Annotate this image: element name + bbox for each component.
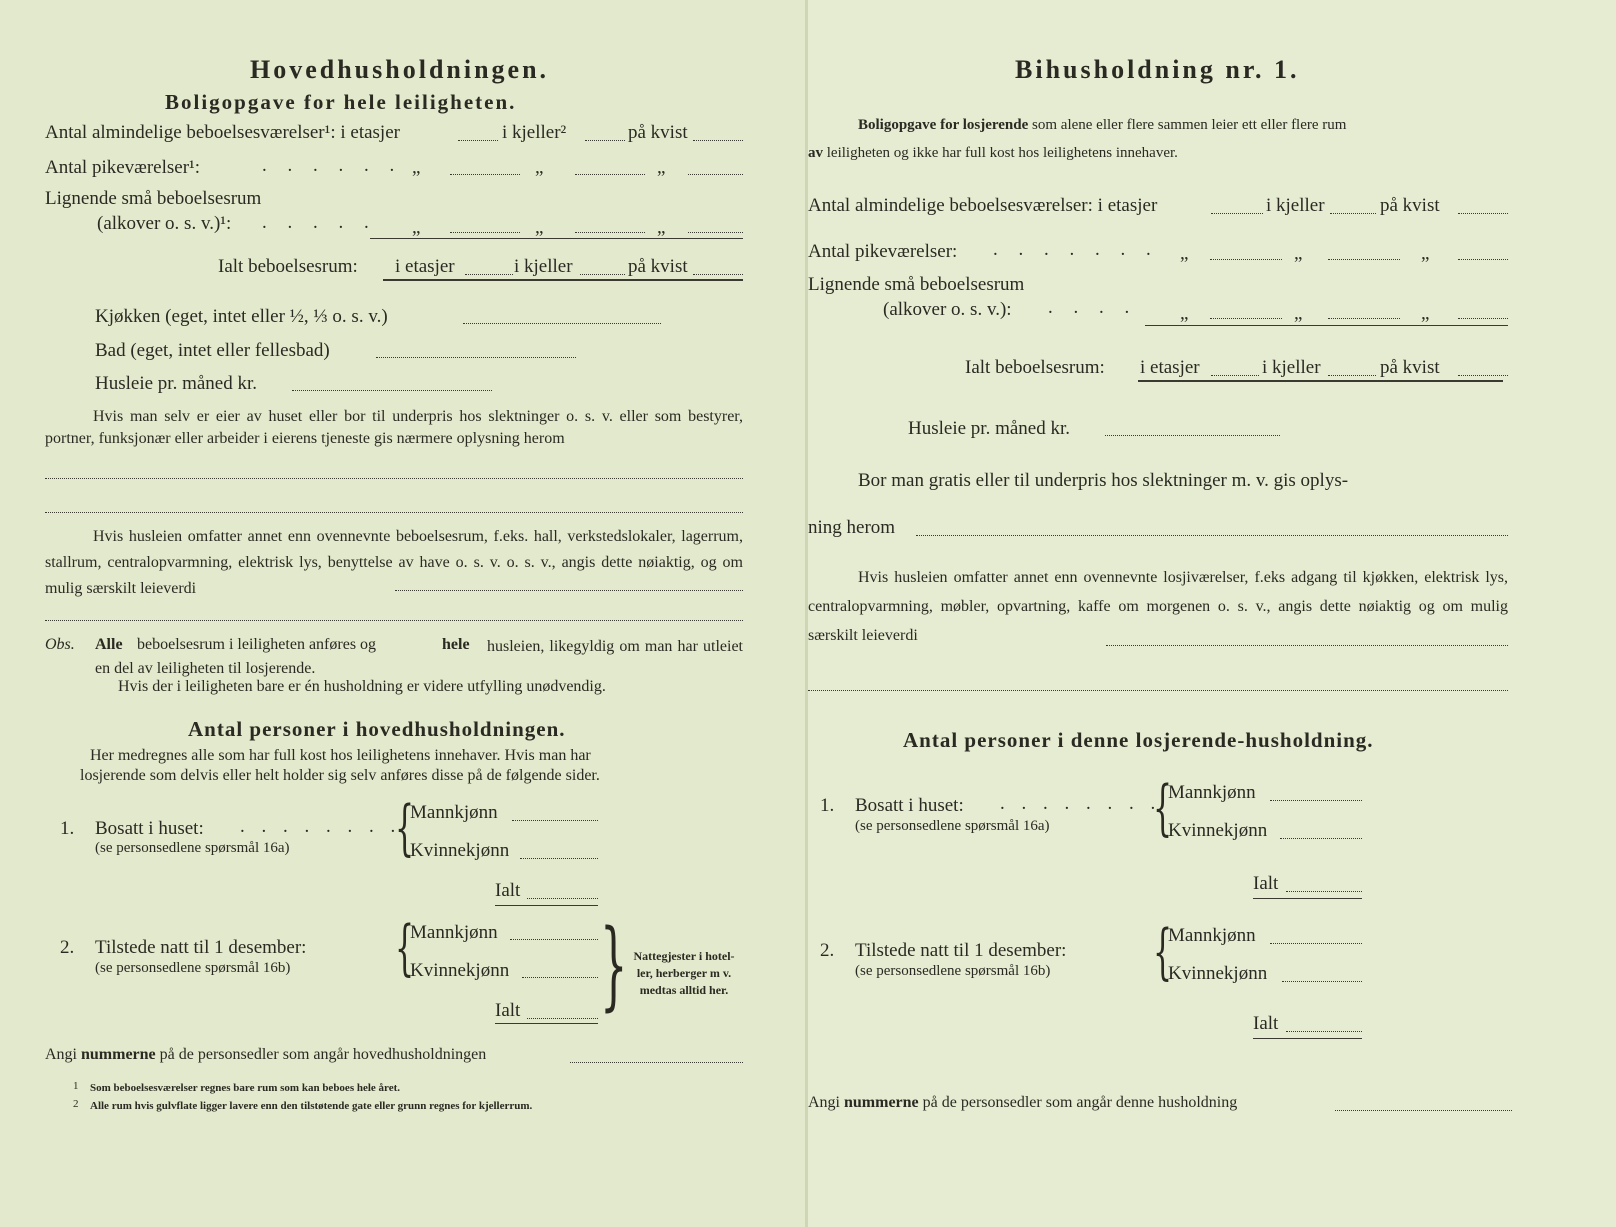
left-q1-m-field[interactable] [512, 820, 598, 821]
left-q1-ialt: Ialt [495, 880, 521, 901]
right-q2-ialt: Ialt [1253, 1013, 1279, 1034]
right-q1-ialt: Ialt [1253, 873, 1279, 894]
left-q1-k-field[interactable] [520, 858, 598, 859]
right-q2-ialt-field[interactable] [1286, 1031, 1362, 1032]
right-row4-etasjer: i etasjer [1140, 357, 1200, 378]
left-title: Hovedhusholdningen. [250, 55, 550, 84]
right-row4-kjeller-field[interactable] [1328, 375, 1376, 376]
left-kjokken-label: Kjøkken (eget, intet eller ½, ⅓ o. s. v.) [95, 306, 388, 327]
left-husleie-field[interactable] [292, 390, 492, 391]
right-row4-label: Ialt beboelsesrum: [965, 357, 1105, 378]
right-q1-k: Kvinnekjønn [1168, 820, 1268, 841]
left-angi-field[interactable] [570, 1062, 743, 1063]
right-q1-ialt-underline [1253, 898, 1362, 899]
left-row4-etasjer-field[interactable] [465, 274, 513, 275]
right-angi-bold: nummerne [844, 1094, 919, 1111]
right-intro-rest1: som alene eller flere sammen leier ett eller flere rum [1032, 117, 1347, 133]
left-q2-m-field[interactable] [510, 939, 598, 940]
right-q1-brace: { [1153, 773, 1173, 843]
left-obs-label: Obs. [45, 636, 75, 653]
right-intro-line2 [808, 145, 1178, 162]
right-q2-k: Kvinnekjønn [1168, 963, 1268, 984]
left-q2-m: Mannkjønn [410, 922, 498, 943]
left-natt-note [620, 948, 748, 999]
left-angi-pre: Angi [45, 1046, 77, 1063]
left-row2-field2[interactable] [575, 174, 645, 175]
left-row1-kvist: på kvist [628, 122, 688, 143]
right-row4-kvist: på kvist [1380, 357, 1440, 378]
left-row2-field1[interactable] [450, 174, 520, 175]
left-q1-ialt-underline [495, 905, 598, 906]
left-row1-kvist-field[interactable] [693, 140, 743, 141]
right-row1-kjeller-field[interactable] [1330, 213, 1376, 214]
left-q1-ialt-field[interactable] [527, 898, 598, 899]
right-row2-field3[interactable] [1458, 259, 1508, 260]
right-q2-num: 2. [820, 940, 835, 961]
left-q1-brace: { [395, 793, 415, 863]
right-row1-label: Antal almindelige beboelsesværelser: i etasjer [808, 195, 1158, 216]
left-row3-underline [370, 238, 743, 239]
right-row2-field2[interactable] [1328, 259, 1400, 260]
left-row1-kjeller-field[interactable] [585, 140, 625, 141]
right-gratis-line2: ning herom [808, 517, 896, 538]
left-omfatter-text: Hvis husleien omfatter annet enn ovennevnte beboelsesrum, f.eks. hall, verkstedslokaler, lagerrum, stallrum, centralopvarmning, elektrisk lys, benyttelse av have o. s. v. o. s. v., angis dette nøiaktig, og om mulig særskilt leieverdi [45, 528, 743, 597]
right-angi-post: på de personsedler som angår denne husholdning [922, 1094, 1238, 1111]
right-husleie-label: Husleie pr. måned kr. [908, 418, 1070, 439]
left-row2-q1: „ [412, 157, 421, 178]
left-row1-label: Antal almindelige beboelsesværelser¹: i etasjer [45, 122, 400, 143]
left-q1-dots: . . . . . . . . [240, 816, 402, 837]
right-row3-dots: . . . . [1048, 297, 1138, 318]
left-row2-q3: „ [657, 157, 666, 178]
left-row3-q1: „ [412, 217, 421, 238]
right-row3-q3: „ [1421, 303, 1430, 324]
left-row2-dots: . . . . . . [262, 155, 403, 176]
right-row3-underline [1145, 325, 1508, 326]
left-antal-line1: Her medregnes alle som har full kost hos leilighetens innehaver. Hvis man har [90, 747, 591, 764]
left-row2-label: Antal pikeværelser¹: [45, 157, 201, 178]
left-obs-line2: Hvis der i leiligheten bare er én husholdning er videre utfylling unødvendig. [118, 678, 606, 695]
right-q2-m: Mannkjønn [1168, 925, 1256, 946]
left-row3-label2: (alkover o. s. v.)¹: [97, 213, 232, 234]
left-q2-ialt: Ialt [495, 1000, 521, 1021]
right-q1-ialt-field[interactable] [1286, 891, 1362, 892]
left-eier-field2[interactable] [45, 512, 743, 513]
right-row2-q1: „ [1180, 243, 1189, 264]
right-q1-label: Bosatt i huset: [855, 795, 964, 816]
left-row3-label1: Lignende små beboelsesrum [45, 188, 262, 209]
right-husleie-field[interactable] [1105, 435, 1280, 436]
left-husleie-label: Husleie pr. måned kr. [95, 373, 257, 394]
right-q2-m-field[interactable] [1270, 943, 1362, 944]
right-row4-underline [1138, 380, 1503, 382]
right-row1-kvist: på kvist [1380, 195, 1440, 216]
right-row3-field2[interactable] [1328, 318, 1400, 319]
right-row2-field1[interactable] [1210, 259, 1282, 260]
right-q1-sub: (se personsedlene spørsmål 16a) [855, 818, 1050, 834]
right-angi-pre: Angi [808, 1094, 840, 1111]
right-q2-sub: (se personsedlene spørsmål 16b) [855, 963, 1051, 979]
right-gratis-line1: Bor man gratis eller til underpris hos slektninger m. v. gis oplys- [858, 470, 1349, 491]
left-q1-sub: (se personsedlene spørsmål 16a) [95, 840, 290, 856]
right-gratis-field[interactable] [916, 535, 1508, 536]
right-q1-m: Mannkjønn [1168, 782, 1256, 803]
left-row1-kjeller: i kjeller² [502, 122, 567, 143]
right-row3-field3[interactable] [1458, 318, 1508, 319]
right-q1-dots: . . . . . . . . [1000, 793, 1162, 814]
left-q1-k: Kvinnekjønn [410, 840, 510, 861]
right-row2-q3: „ [1421, 243, 1430, 264]
right-row1-kjeller: i kjeller [1266, 195, 1325, 216]
left-obs-text1: beboelsesrum i leiligheten anføres og [137, 636, 377, 653]
right-intro-bold2: av [808, 145, 823, 161]
left-q2-k: Kvinnekjønn [410, 960, 510, 981]
right-row3-q2: „ [1294, 303, 1303, 324]
left-omfatter-field1[interactable] [395, 590, 743, 591]
right-row3-label2: (alkover o. s. v.): [883, 299, 1012, 320]
left-omfatter-field2[interactable] [45, 620, 743, 621]
left-q1-num: 1. [60, 818, 75, 839]
right-row2-q2: „ [1294, 243, 1303, 264]
right-row4-kvist-field[interactable] [1458, 375, 1508, 376]
left-natt-note-line2: ler, herberger m v. [636, 966, 732, 980]
right-row3-field1[interactable] [1210, 318, 1282, 319]
right-row3-label1: Lignende små beboelsesrum [808, 274, 1025, 295]
left-row3-dots: . . . . . [262, 212, 377, 233]
left-obs-bold2: hele [442, 636, 470, 653]
left-row4-kvist-field[interactable] [693, 274, 743, 275]
left-row4-kjeller: i kjeller [514, 256, 573, 277]
right-intro-rest2: leiligheten og ikke har full kost hos leilighetens innehaver. [826, 145, 1178, 161]
right-omfatter-text: Hvis husleien omfatter annet enn ovennevnte losjiværelser, f.eks adgang til kjøkken, elektrisk lys, centralopvarmning, møbler, opvartning, kaffe om morgenen o. s. v., angis dette nøiaktig og om mulig særskilt leieverdi [808, 569, 1508, 644]
right-angi [808, 1094, 1237, 1112]
left-antal-line2: losjerende som delvis eller helt holder sig selv anføres disse på de følgende sider. [80, 767, 600, 784]
right-row1-kvist-field[interactable] [1458, 213, 1508, 214]
left-q2-num: 2. [60, 937, 75, 958]
left-eier-field1[interactable] [45, 478, 743, 479]
left-q2-k-field[interactable] [522, 977, 598, 978]
right-angi-field[interactable] [1335, 1110, 1512, 1111]
left-q2-ialt-field[interactable] [527, 1018, 598, 1019]
right-row2-dots: . . . . . . . [993, 239, 1159, 260]
left-natt-note-line3: medtas alltid her. [639, 983, 729, 997]
right-antal-title: Antal personer i denne losjerende-husholdning. [903, 728, 1374, 752]
right-intro-bold: Boligopgave for losjerende [858, 117, 1029, 133]
left-angi [45, 1046, 486, 1064]
right-title: Bihusholdning nr. 1. [1015, 55, 1300, 84]
left-row4-label: Ialt beboelsesrum: [218, 256, 358, 277]
right-q2-ialt-underline [1253, 1038, 1362, 1039]
left-foot1-num: 1 [73, 1080, 79, 1092]
right-q1-m-field[interactable] [1270, 800, 1362, 801]
left-angi-bold: nummerne [81, 1046, 156, 1063]
left-row3-field1[interactable] [450, 232, 520, 233]
left-eier-text: Hvis man selv er eier av huset eller bor til underpris hos slektninger o. s. v. eller som bestyrer, portner, funksjonær eller arbeider i eierens tjeneste gis nærmere oplysning herom [45, 408, 743, 447]
left-row4-kvist: på kvist [628, 256, 688, 277]
left-row3-q3: „ [657, 217, 666, 238]
left-row3-field3[interactable] [688, 232, 743, 233]
right-row3-q1: „ [1180, 303, 1189, 324]
left-q2-brace: { [395, 913, 415, 983]
right-page [808, 0, 1616, 1227]
left-natt-note-line1: Nattegjester i hotel- [633, 949, 735, 963]
left-q2-sub: (se personsedlene spørsmål 16b) [95, 960, 291, 976]
left-q2-right-brace: } [600, 909, 628, 1021]
left-q2-ialt-underline [495, 1023, 598, 1024]
left-obs-text2: husleien, likegyldig om man har utleiet en del av leiligheten til losjerende. [95, 638, 743, 677]
right-q2-brace: { [1153, 917, 1173, 987]
left-row2-q2: „ [535, 157, 544, 178]
left-row4-underline [383, 279, 743, 281]
left-q2-label: Tilstede natt til 1 desember: [95, 937, 307, 958]
left-row4-kjeller-field[interactable] [580, 274, 625, 275]
right-row1-etasjer-field[interactable] [1211, 213, 1263, 214]
left-q1-label: Bosatt i huset: [95, 818, 204, 839]
left-subtitle: Boligopgave for hele leiligheten. [165, 90, 517, 114]
right-q1-k-field[interactable] [1280, 838, 1362, 839]
left-row2-field3[interactable] [688, 174, 743, 175]
left-bad-label: Bad (eget, intet eller fellesbad) [95, 340, 330, 361]
right-q2-k-field[interactable] [1282, 981, 1362, 982]
left-kjokken-field[interactable] [463, 323, 661, 324]
right-intro-line1 [858, 117, 1346, 134]
left-obs-bold1: Alle [95, 636, 123, 653]
left-foot2-num: 2 [73, 1098, 79, 1110]
left-q1-m: Mannkjønn [410, 802, 498, 823]
right-q1-num: 1. [820, 795, 835, 816]
left-row1-etasjer-field[interactable] [458, 140, 498, 141]
right-row4-etasjer-field[interactable] [1211, 375, 1259, 376]
left-foot2: Alle rum hvis gulvflate ligger lavere enn den tilstøtende gate eller grunn regnes for kjellerrum. [90, 1100, 533, 1112]
left-bad-field[interactable] [376, 357, 576, 358]
right-omfatter-field1[interactable] [1106, 645, 1508, 646]
right-row2-label: Antal pikeværelser: [808, 241, 958, 262]
left-row4-etasjer: i etasjer [395, 256, 455, 277]
right-row4-kjeller: i kjeller [1262, 357, 1321, 378]
left-angi-post: på de personsedler som angår hovedhusholdningen [159, 1046, 487, 1063]
left-row3-field2[interactable] [575, 232, 645, 233]
left-row3-q2: „ [535, 217, 544, 238]
left-antal-title: Antal personer i hovedhusholdningen. [188, 717, 566, 741]
left-foot1: Som beboelsesværelser regnes bare rum som kan beboes hele året. [90, 1082, 401, 1094]
right-q2-label: Tilstede natt til 1 desember: [855, 940, 1067, 961]
right-omfatter-field2[interactable] [808, 690, 1508, 691]
